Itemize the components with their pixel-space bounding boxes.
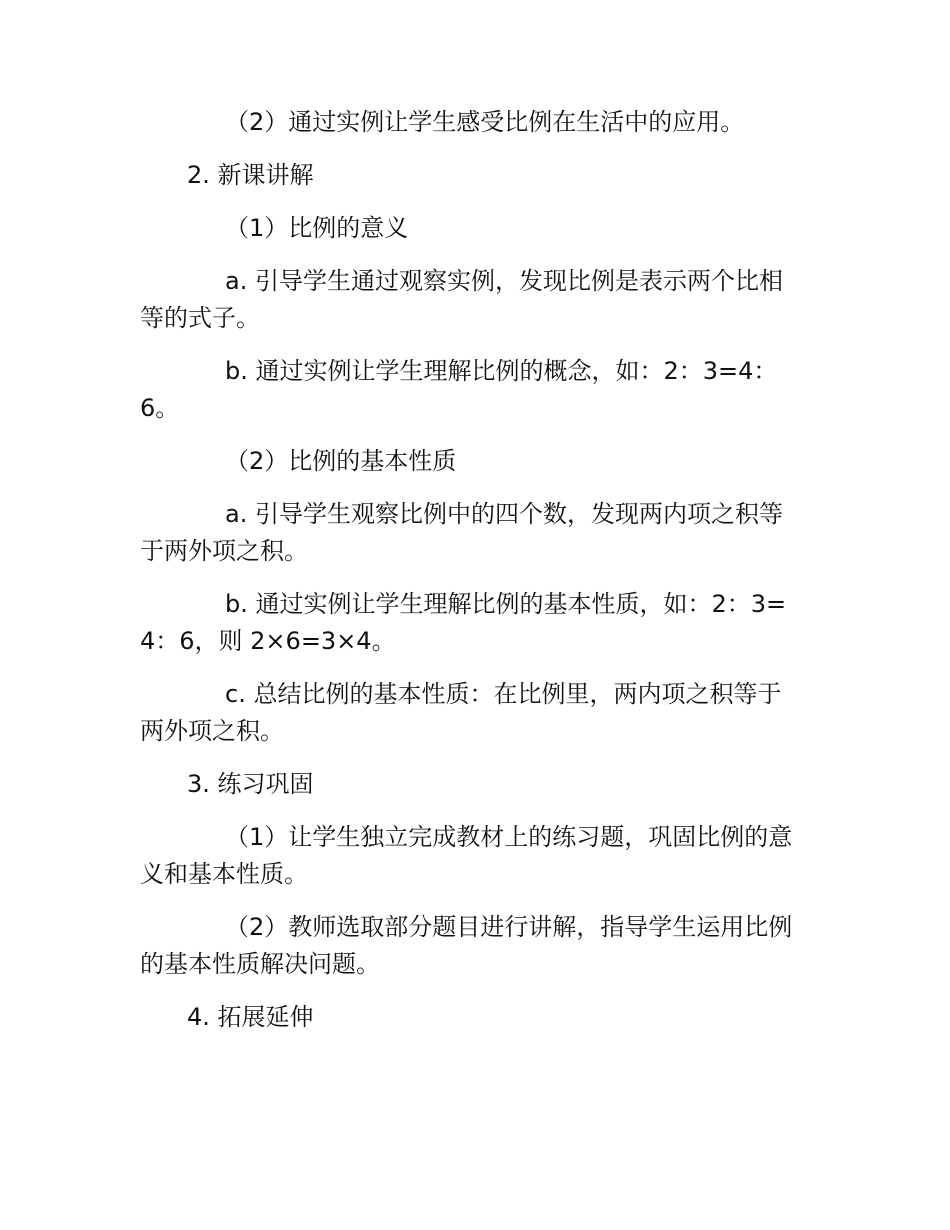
document-body [140,104,802,1036]
paragraph-application: （2）通过实例让学生感受比例在生活中的应用。 [225,108,745,136]
paragraph-meaning-b: b. 通过实例让学生理解比例的概念，如：2：3=4：6。 [140,357,778,422]
subheading-meaning: （1）比例的意义 [225,214,409,242]
paragraph-property-b: b. 通过实例让学生理解比例的基本性质，如：2：3=4：6，则 2×6=3×4。 [140,590,787,655]
paragraph-meaning-a: a. 引导学生通过观察实例，发现比例是表示两个比相等的式子。 [140,267,783,332]
heading-new-lesson: 2. 新课讲解 [187,161,314,189]
subheading-basic-property: （2）比例的基本性质 [225,447,457,475]
paragraph-property-c: c. 总结比例的基本性质：在比例里，两内项之积等于两外项之积。 [140,680,782,745]
heading-extension: 4. 拓展延伸 [187,1003,314,1031]
paragraph-property-a: a. 引导学生观察比例中的四个数，发现两内项之积等于两外项之积。 [140,500,783,565]
paragraph-practice-2: （2）教师选取部分题目进行讲解，指导学生运用比例的基本性质解决问题。 [140,913,793,978]
paragraph-practice-1: （1）让学生独立完成教材上的练习题，巩固比例的意义和基本性质。 [140,823,793,888]
heading-practice: 3. 练习巩固 [187,770,314,798]
